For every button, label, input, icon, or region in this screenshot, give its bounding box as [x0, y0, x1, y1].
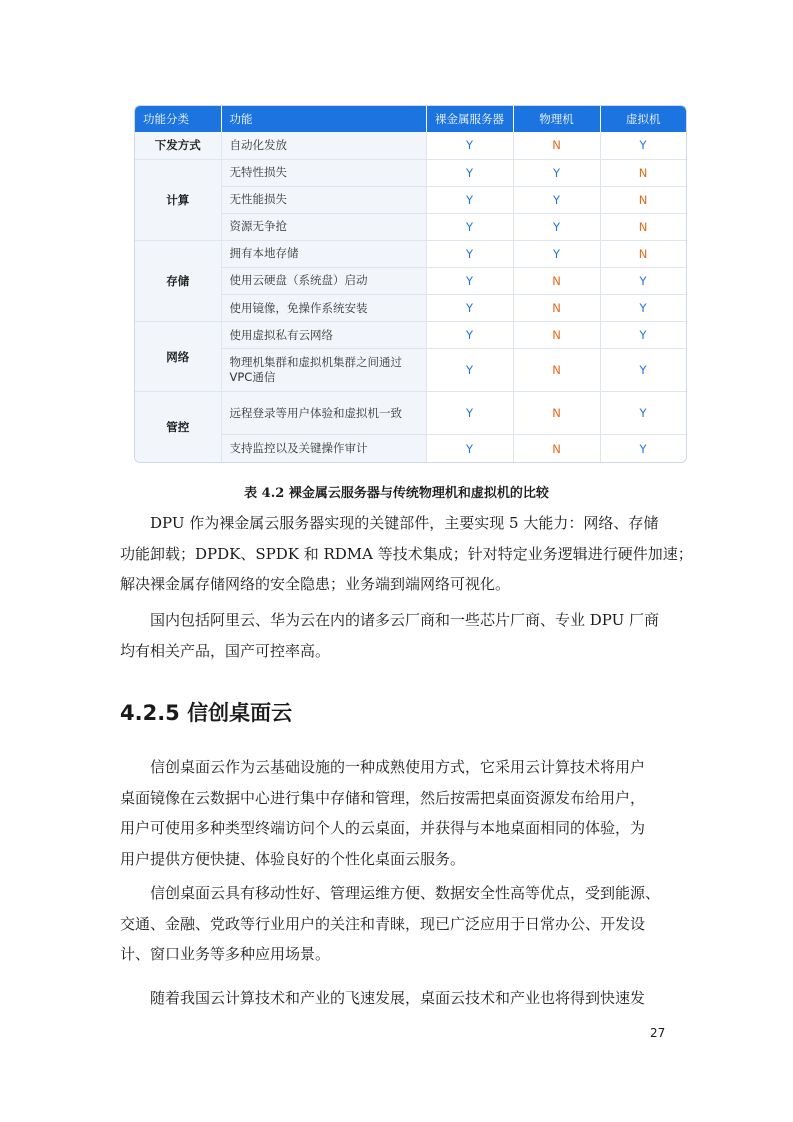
- function-cell: 拥有本地存储: [221, 240, 426, 267]
- text-line: 解决裸金属存储网络的安全隐患；业务端到端网络可视化。: [120, 575, 511, 593]
- text-line: 用户可使用多种类型终端访问个人的云桌面，并获得与本地桌面相同的体验，为: [120, 819, 646, 837]
- bare-metal-cell: Y: [426, 349, 513, 392]
- virtual-cell: Y: [600, 322, 686, 349]
- physical-cell: N: [513, 294, 600, 321]
- paragraph-development: [120, 983, 676, 1014]
- category-cell: 网络: [135, 322, 221, 392]
- text-line: 桌面镜像在云数据中心进行集中存储和管理，然后按需把桌面资源发布给用户，: [120, 788, 646, 807]
- physical-cell: N: [513, 267, 600, 294]
- text-line: DPU 作为裸金属云服务器实现的关键部件，主要实现 5 大能力：网络、存储: [150, 514, 659, 532]
- text-line: 均有相关产品，国产可控率高。: [120, 641, 331, 660]
- physical-cell: N: [513, 322, 600, 349]
- page-number: 27: [650, 1026, 666, 1040]
- header-function: 功能: [221, 106, 426, 132]
- function-cell: 使用虚拟私有云网络: [221, 322, 426, 349]
- table-row: [135, 322, 686, 349]
- category-cell: 管控: [135, 392, 221, 462]
- function-cell: 自动化发放: [221, 132, 426, 159]
- paragraph-vendors: [120, 605, 676, 666]
- physical-cell: Y: [513, 213, 600, 240]
- table-header-row: [135, 106, 686, 132]
- virtual-cell: Y: [600, 132, 686, 159]
- header-bare-metal: 裸金属服务器: [426, 106, 513, 132]
- physical-cell: Y: [513, 186, 600, 213]
- virtual-cell: N: [600, 213, 686, 240]
- section-heading: 4.2.5 信创桌面云: [120, 701, 293, 725]
- table-caption: 表 4.2 裸金属云服务器与传统物理机和虚拟机的比较: [244, 486, 549, 501]
- physical-cell: N: [513, 349, 600, 392]
- table-row: [135, 240, 686, 267]
- bare-metal-cell: Y: [426, 240, 513, 267]
- function-cell: 无性能损失: [221, 186, 426, 213]
- bare-metal-cell: Y: [426, 159, 513, 186]
- function-cell: 资源无争抢: [221, 213, 426, 240]
- function-cell: 支持监控以及关键操作审计: [221, 435, 426, 462]
- paragraph-advantages: [120, 878, 676, 970]
- function-cell: 无特性损失: [221, 159, 426, 186]
- virtual-cell: N: [600, 186, 686, 213]
- text-line: 用户提供方便快捷、体验良好的个性化桌面云服务。: [120, 849, 466, 868]
- bare-metal-cell: Y: [426, 435, 513, 462]
- header-virtual: 虚拟机: [600, 106, 686, 132]
- virtual-cell: N: [600, 240, 686, 267]
- virtual-cell: N: [600, 159, 686, 186]
- category-cell: 存储: [135, 240, 221, 321]
- bare-metal-cell: Y: [426, 213, 513, 240]
- bare-metal-cell: Y: [426, 322, 513, 349]
- category-cell: 下发方式: [135, 132, 221, 159]
- header-category: 功能分类: [135, 106, 221, 132]
- table-row: [135, 159, 686, 186]
- text-line: 交通、金融、党政等行业用户的关注和青睐，现已广泛应用于日常办公、开发设: [120, 914, 646, 933]
- physical-cell: Y: [513, 159, 600, 186]
- category-cell: 计算: [135, 159, 221, 240]
- function-cell: 使用云硬盘（系统盘）启动: [221, 267, 426, 294]
- physical-cell: N: [513, 435, 600, 462]
- bare-metal-cell: Y: [426, 294, 513, 321]
- physical-cell: N: [513, 392, 600, 435]
- header-physical: 物理机: [513, 106, 600, 132]
- text-line: 信创桌面云具有移动性好、管理运维方便、数据安全性高等优点，受到能源、: [150, 884, 661, 902]
- bare-metal-cell: Y: [426, 267, 513, 294]
- physical-cell: Y: [513, 240, 600, 267]
- paragraph-desktop-cloud: [120, 752, 676, 874]
- comparison-table: [134, 105, 687, 463]
- paragraph-dpu: [120, 508, 693, 600]
- virtual-cell: Y: [600, 349, 686, 392]
- text-line: 计、窗口业务等多种应用场景。: [120, 945, 331, 963]
- text-line: 国内包括阿里云、华为云在内的诸多云厂商和一些芯片厂商、专业 DPU 厂商: [150, 611, 660, 629]
- table-row: [135, 132, 686, 159]
- table-row: [135, 392, 686, 435]
- text-line: 随着我国云计算技术和产业的飞速发展，桌面云技术和产业也将得到快速发: [150, 989, 646, 1007]
- physical-cell: N: [513, 132, 600, 159]
- text-line: 功能卸载；DPDK、SPDK 和 RDMA 等技术集成；针对特定业务逻辑进行硬件加速；: [120, 544, 693, 563]
- virtual-cell: Y: [600, 392, 686, 435]
- bare-metal-cell: Y: [426, 132, 513, 159]
- function-cell: 远程登录等用户体验和虚拟机一致: [221, 392, 426, 435]
- virtual-cell: Y: [600, 267, 686, 294]
- text-line: 信创桌面云作为云基础设施的一种成熟使用方式，它采用云计算技术将用户: [150, 758, 646, 776]
- function-cell: 物理机集群和虚拟机集群之间通过VPC通信: [221, 349, 426, 392]
- virtual-cell: Y: [600, 294, 686, 321]
- virtual-cell: Y: [600, 435, 686, 462]
- bare-metal-cell: Y: [426, 186, 513, 213]
- function-cell: 使用镜像，免操作系统安装: [221, 294, 426, 321]
- bare-metal-cell: Y: [426, 392, 513, 435]
